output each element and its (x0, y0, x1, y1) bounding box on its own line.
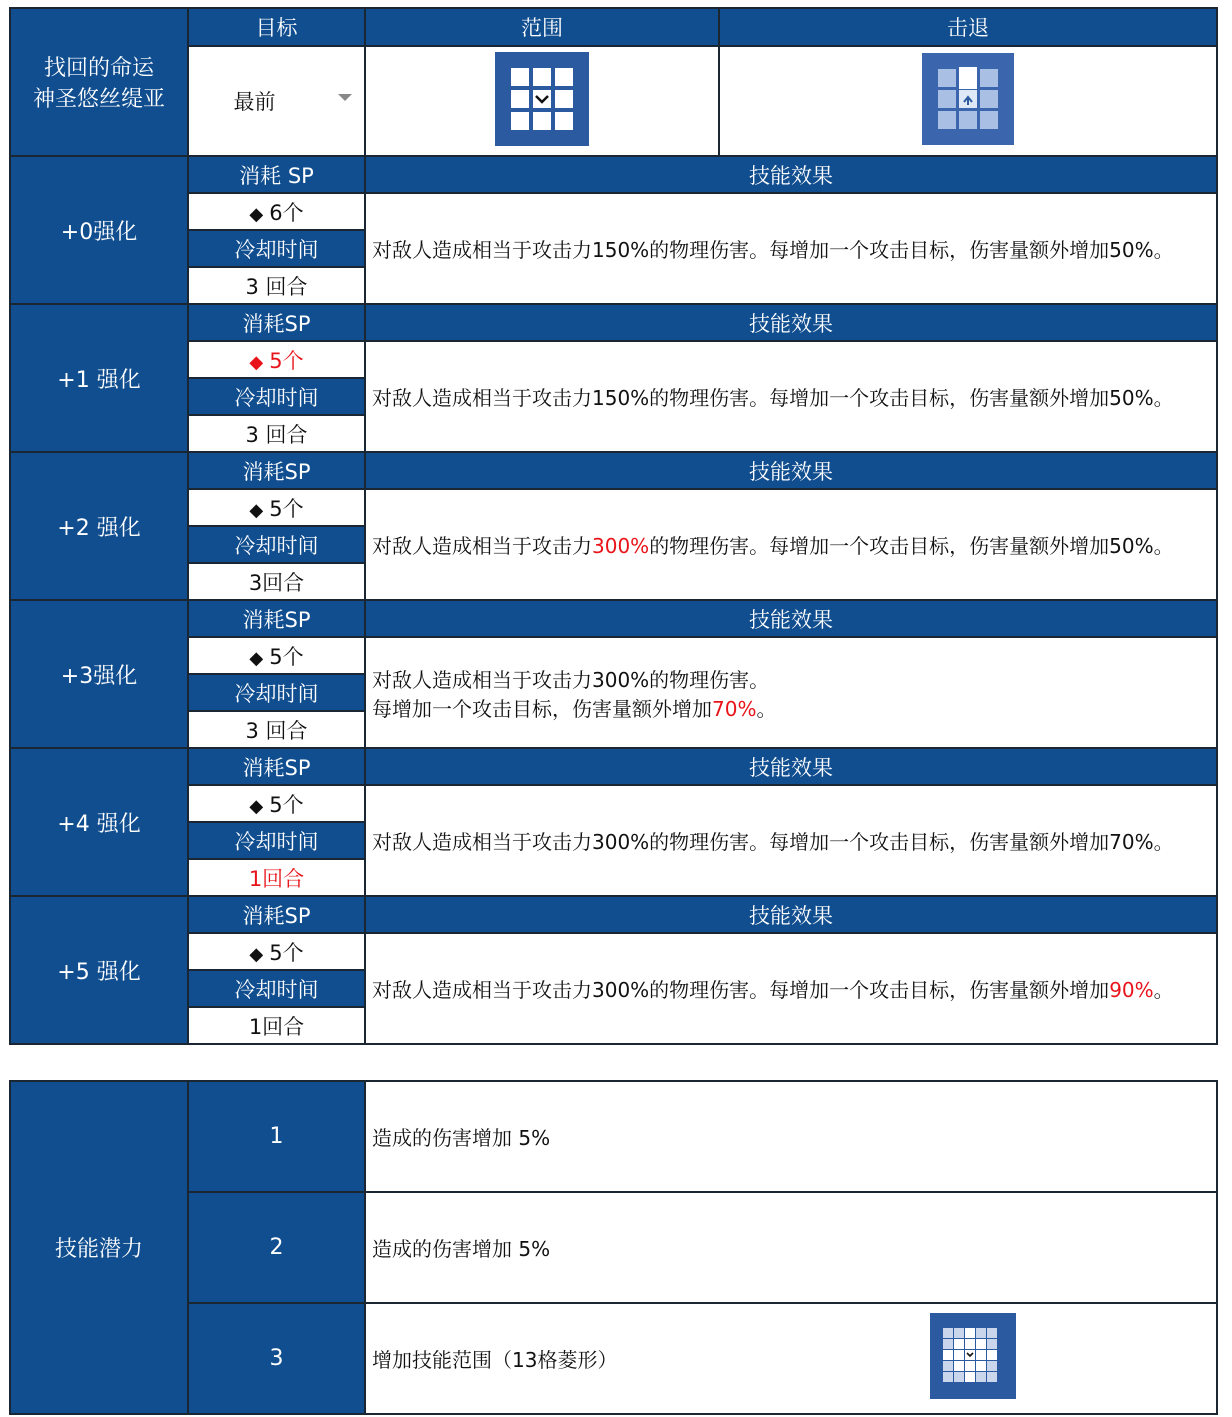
effect-header: 技能效果 (365, 896, 1217, 933)
target-cell (188, 46, 365, 156)
level-3-label: +3强化 (10, 600, 188, 748)
potential-num: 3 (188, 1303, 365, 1414)
sp-header: 消耗SP (188, 748, 365, 785)
effect-header: 技能效果 (365, 600, 1217, 637)
level-4-label: +4 强化 (10, 748, 188, 896)
cooldown-header: 冷却时间 (188, 970, 365, 1007)
sp-value: 5个 (269, 348, 304, 373)
sp-header: 消耗SP (188, 600, 365, 637)
potential-text: 增加技能范围（13格菱形） (372, 1348, 618, 1372)
knockback-header: 击退 (719, 8, 1217, 46)
range-grid-icon (495, 52, 589, 151)
sp-value: 5个 (269, 940, 304, 965)
diamond-icon: ◆ (249, 647, 264, 669)
effect-text: 对敌人造成相当于攻击力300%的物理伤害。 每增加一个攻击目标，伤害量额外增加70%。 (365, 637, 1217, 748)
diamond-icon: ◆ (249, 943, 264, 965)
potential-text-cell (365, 1303, 1217, 1414)
potential-text: 造成的伤害增加 5% (365, 1192, 1217, 1303)
effect-header: 技能效果 (365, 452, 1217, 489)
skill-name-line1: 找回的命运 (43, 56, 154, 81)
cooldown-header: 冷却时间 (188, 674, 365, 711)
level-0-label: +0强化 (10, 156, 188, 304)
skill-table (9, 7, 1218, 1045)
diamond-range-grid-icon (930, 1313, 1016, 1404)
sp-value-cell (188, 785, 365, 822)
sp-value-cell (188, 193, 365, 230)
cooldown-header: 冷却时间 (188, 378, 365, 415)
potential-table (9, 1080, 1218, 1415)
effect-text: 对敌人造成相当于攻击力150%的物理伤害。每增加一个攻击目标，伤害量额外增加50%。 (365, 193, 1217, 304)
sp-value: 5个 (269, 644, 304, 669)
target-header: 目标 (188, 8, 365, 46)
sp-header: 消耗SP (188, 304, 365, 341)
sp-value-cell (188, 933, 365, 970)
range-cell (365, 46, 719, 156)
highlight-value: 90% (1109, 978, 1154, 1002)
potential-num: 1 (188, 1081, 365, 1192)
effect-header: 技能效果 (365, 304, 1217, 341)
sp-value-cell (188, 637, 365, 674)
cooldown-value: 3回合 (188, 563, 365, 600)
skill-name-cell (10, 8, 188, 156)
level-2-label: +2 强化 (10, 452, 188, 600)
skill-name-line2: 神圣悠丝缇亚 (32, 87, 165, 112)
diamond-icon: ◆ (249, 351, 264, 373)
effect-header: 技能效果 (365, 748, 1217, 785)
sp-value: 6个 (269, 200, 304, 225)
target-value: 最前 (233, 90, 276, 114)
cooldown-value: 3 回合 (188, 711, 365, 748)
diamond-icon: ◆ (249, 795, 264, 817)
target-dropdown[interactable] (192, 86, 362, 116)
effect-text: 对敌人造成相当于攻击力300%的物理伤害。每增加一个攻击目标，伤害量额外增加50%。 (365, 489, 1217, 600)
cooldown-header: 冷却时间 (188, 526, 365, 563)
sp-header: 消耗SP (188, 452, 365, 489)
diamond-icon: ◆ (249, 203, 264, 225)
knockback-cell (719, 46, 1217, 156)
sp-value: 5个 (269, 496, 304, 521)
potential-num: 2 (188, 1192, 365, 1303)
range-header: 范围 (365, 8, 719, 46)
chevron-down-icon[interactable] (338, 94, 352, 101)
cooldown-value: 1回合 (188, 1007, 365, 1044)
cooldown-value: 3 回合 (188, 267, 365, 304)
highlight-value: 70% (712, 696, 757, 721)
effect-text: 对敌人造成相当于攻击力300%的物理伤害。每增加一个攻击目标，伤害量额外增加90%。 (365, 933, 1217, 1044)
knockback-up-icon (922, 53, 1014, 150)
cooldown-header: 冷却时间 (188, 230, 365, 267)
sp-value-cell (188, 489, 365, 526)
level-5-label: +5 强化 (10, 896, 188, 1044)
potential-label: 技能潜力 (10, 1081, 188, 1414)
cooldown-header: 冷却时间 (188, 822, 365, 859)
sp-header: 消耗SP (188, 896, 365, 933)
highlight-value: 300% (592, 534, 650, 558)
effect-text: 对敌人造成相当于攻击力300%的物理伤害。每增加一个攻击目标，伤害量额外增加70%。 (365, 785, 1217, 896)
sp-value-cell (188, 341, 365, 378)
effect-header: 技能效果 (365, 156, 1217, 193)
sp-value: 5个 (269, 792, 304, 817)
cooldown-value: 3 回合 (188, 415, 365, 452)
sp-header: 消耗 SP (188, 156, 365, 193)
effect-text: 对敌人造成相当于攻击力150%的物理伤害。每增加一个攻击目标，伤害量额外增加50%。 (365, 341, 1217, 452)
level-1-label: +1 强化 (10, 304, 188, 452)
cooldown-value: 1回合 (188, 859, 365, 896)
diamond-icon: ◆ (249, 499, 264, 521)
potential-text: 造成的伤害增加 5% (365, 1081, 1217, 1192)
